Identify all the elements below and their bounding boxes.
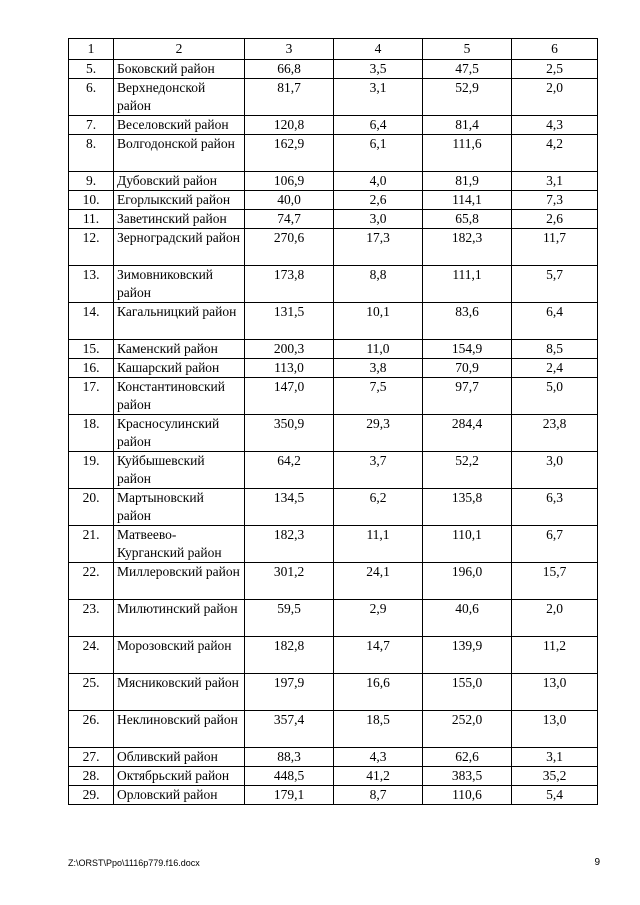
- value-col5-cell: 154,9: [423, 340, 512, 359]
- value-col3-cell: 134,5: [245, 489, 334, 526]
- row-number-cell: 26.: [69, 711, 114, 748]
- value-col3-cell: 131,5: [245, 303, 334, 340]
- value-col4-cell: 24,1: [334, 563, 423, 600]
- district-name-cell: Кашарский район: [114, 359, 245, 378]
- value-col4-cell: 29,3: [334, 415, 423, 452]
- row-number-cell: 16.: [69, 359, 114, 378]
- table-row: [69, 359, 598, 378]
- district-name-cell: Верхнедонской район: [114, 79, 245, 116]
- value-col6-cell: 11,7: [512, 229, 598, 266]
- table-row: [69, 303, 598, 340]
- table-row: [69, 489, 598, 526]
- value-col3-cell: 270,6: [245, 229, 334, 266]
- value-col5-cell: 383,5: [423, 767, 512, 786]
- value-col4-cell: 6,2: [334, 489, 423, 526]
- value-col5-cell: 97,7: [423, 378, 512, 415]
- footer-page-number: 9: [594, 857, 600, 868]
- value-col3-cell: 147,0: [245, 378, 334, 415]
- district-name-cell: Неклиновский район: [114, 711, 245, 748]
- row-number-cell: 27.: [69, 748, 114, 767]
- value-col3-cell: 59,5: [245, 600, 334, 637]
- district-name-cell: Мартыновский район: [114, 489, 245, 526]
- table-row: [69, 340, 598, 359]
- value-col6-cell: 3,1: [512, 748, 598, 767]
- column-header-3: 3: [245, 39, 334, 60]
- value-col5-cell: 139,9: [423, 637, 512, 674]
- table-row: [69, 60, 598, 79]
- value-col6-cell: 7,3: [512, 191, 598, 210]
- table-row: [69, 266, 598, 303]
- value-col3-cell: 113,0: [245, 359, 334, 378]
- district-name-cell: Матвеево-Курганский район: [114, 526, 245, 563]
- district-name-cell: Милютинский район: [114, 600, 245, 637]
- value-col6-cell: 5,4: [512, 786, 598, 805]
- table-row: [69, 674, 598, 711]
- value-col6-cell: 8,5: [512, 340, 598, 359]
- value-col3-cell: 301,2: [245, 563, 334, 600]
- value-col4-cell: 14,7: [334, 637, 423, 674]
- district-name-cell: Куйбышевский район: [114, 452, 245, 489]
- table-row: [69, 767, 598, 786]
- district-name-cell: Миллеровский район: [114, 563, 245, 600]
- table-row: [69, 786, 598, 805]
- row-number-cell: 13.: [69, 266, 114, 303]
- column-header-1: 1: [69, 39, 114, 60]
- value-col4-cell: 18,5: [334, 711, 423, 748]
- row-number-cell: 7.: [69, 116, 114, 135]
- table-row: [69, 210, 598, 229]
- value-col5-cell: 196,0: [423, 563, 512, 600]
- table-row: [69, 452, 598, 489]
- value-col5-cell: 52,2: [423, 452, 512, 489]
- district-name-cell: Обливский район: [114, 748, 245, 767]
- value-col5-cell: 252,0: [423, 711, 512, 748]
- value-col5-cell: 155,0: [423, 674, 512, 711]
- value-col5-cell: 70,9: [423, 359, 512, 378]
- value-col6-cell: 6,3: [512, 489, 598, 526]
- value-col4-cell: 8,7: [334, 786, 423, 805]
- value-col4-cell: 3,0: [334, 210, 423, 229]
- row-number-cell: 11.: [69, 210, 114, 229]
- value-col4-cell: 4,3: [334, 748, 423, 767]
- table-row: [69, 637, 598, 674]
- value-col5-cell: 83,6: [423, 303, 512, 340]
- value-col4-cell: 17,3: [334, 229, 423, 266]
- value-col3-cell: 182,3: [245, 526, 334, 563]
- district-name-cell: Морозовский район: [114, 637, 245, 674]
- column-header-5: 5: [423, 39, 512, 60]
- table-row: [69, 79, 598, 116]
- value-col4-cell: 11,1: [334, 526, 423, 563]
- value-col3-cell: 74,7: [245, 210, 334, 229]
- table-row: [69, 563, 598, 600]
- row-number-cell: 23.: [69, 600, 114, 637]
- row-number-cell: 5.: [69, 60, 114, 79]
- row-number-cell: 8.: [69, 135, 114, 172]
- value-col3-cell: 173,8: [245, 266, 334, 303]
- value-col6-cell: 23,8: [512, 415, 598, 452]
- value-col4-cell: 7,5: [334, 378, 423, 415]
- district-name-cell: Константиновский район: [114, 378, 245, 415]
- value-col4-cell: 10,1: [334, 303, 423, 340]
- row-number-cell: 20.: [69, 489, 114, 526]
- value-col6-cell: 5,0: [512, 378, 598, 415]
- value-col3-cell: 162,9: [245, 135, 334, 172]
- value-col3-cell: 197,9: [245, 674, 334, 711]
- row-number-cell: 12.: [69, 229, 114, 266]
- value-col6-cell: 4,3: [512, 116, 598, 135]
- district-name-cell: Красносулинский район: [114, 415, 245, 452]
- value-col5-cell: 284,4: [423, 415, 512, 452]
- value-col6-cell: 2,0: [512, 79, 598, 116]
- value-col6-cell: 5,7: [512, 266, 598, 303]
- value-col3-cell: 120,8: [245, 116, 334, 135]
- row-number-cell: 29.: [69, 786, 114, 805]
- table-header-row: [69, 39, 598, 60]
- value-col3-cell: 200,3: [245, 340, 334, 359]
- row-number-cell: 14.: [69, 303, 114, 340]
- value-col4-cell: 2,9: [334, 600, 423, 637]
- value-col3-cell: 179,1: [245, 786, 334, 805]
- table-row: [69, 526, 598, 563]
- district-name-cell: Кагальницкий район: [114, 303, 245, 340]
- row-number-cell: 25.: [69, 674, 114, 711]
- value-col6-cell: 4,2: [512, 135, 598, 172]
- table-row: [69, 191, 598, 210]
- district-name-cell: Мясниковский район: [114, 674, 245, 711]
- value-col5-cell: 182,3: [423, 229, 512, 266]
- value-col5-cell: 81,4: [423, 116, 512, 135]
- district-name-cell: Заветинский район: [114, 210, 245, 229]
- table-row: [69, 116, 598, 135]
- value-col6-cell: 13,0: [512, 711, 598, 748]
- district-name-cell: Зимовниковский район: [114, 266, 245, 303]
- table-body: [69, 60, 598, 805]
- row-number-cell: 15.: [69, 340, 114, 359]
- data-table: [68, 38, 598, 805]
- value-col6-cell: 2,5: [512, 60, 598, 79]
- row-number-cell: 6.: [69, 79, 114, 116]
- value-col4-cell: 16,6: [334, 674, 423, 711]
- row-number-cell: 22.: [69, 563, 114, 600]
- table-row: [69, 415, 598, 452]
- value-col5-cell: 47,5: [423, 60, 512, 79]
- value-col4-cell: 3,5: [334, 60, 423, 79]
- value-col5-cell: 111,1: [423, 266, 512, 303]
- value-col4-cell: 4,0: [334, 172, 423, 191]
- footer-file-path: Z:\ORST\Ppo\1116p779.f16.docx: [68, 858, 200, 868]
- value-col6-cell: 2,0: [512, 600, 598, 637]
- value-col6-cell: 11,2: [512, 637, 598, 674]
- column-header-6: 6: [512, 39, 598, 60]
- row-number-cell: 21.: [69, 526, 114, 563]
- table-row: [69, 711, 598, 748]
- value-col5-cell: 135,8: [423, 489, 512, 526]
- value-col6-cell: 15,7: [512, 563, 598, 600]
- value-col5-cell: 40,6: [423, 600, 512, 637]
- value-col4-cell: 41,2: [334, 767, 423, 786]
- value-col5-cell: 81,9: [423, 172, 512, 191]
- table-row: [69, 135, 598, 172]
- district-name-cell: Октябрьский район: [114, 767, 245, 786]
- row-number-cell: 17.: [69, 378, 114, 415]
- value-col6-cell: 6,4: [512, 303, 598, 340]
- value-col6-cell: 2,6: [512, 210, 598, 229]
- value-col5-cell: 110,6: [423, 786, 512, 805]
- value-col4-cell: 8,8: [334, 266, 423, 303]
- value-col5-cell: 114,1: [423, 191, 512, 210]
- value-col3-cell: 106,9: [245, 172, 334, 191]
- value-col3-cell: 66,8: [245, 60, 334, 79]
- row-number-cell: 28.: [69, 767, 114, 786]
- district-name-cell: Дубовский район: [114, 172, 245, 191]
- value-col5-cell: 110,1: [423, 526, 512, 563]
- value-col5-cell: 62,6: [423, 748, 512, 767]
- value-col6-cell: 2,4: [512, 359, 598, 378]
- value-col3-cell: 357,4: [245, 711, 334, 748]
- column-header-2: 2: [114, 39, 245, 60]
- value-col3-cell: 182,8: [245, 637, 334, 674]
- value-col6-cell: 13,0: [512, 674, 598, 711]
- value-col4-cell: 6,1: [334, 135, 423, 172]
- value-col6-cell: 3,1: [512, 172, 598, 191]
- district-name-cell: Боковский район: [114, 60, 245, 79]
- table-row: [69, 378, 598, 415]
- table-row: [69, 600, 598, 637]
- value-col4-cell: 3,1: [334, 79, 423, 116]
- value-col6-cell: 6,7: [512, 526, 598, 563]
- row-number-cell: 19.: [69, 452, 114, 489]
- value-col4-cell: 3,8: [334, 359, 423, 378]
- row-number-cell: 18.: [69, 415, 114, 452]
- district-name-cell: Волгодонской район: [114, 135, 245, 172]
- value-col4-cell: 11,0: [334, 340, 423, 359]
- row-number-cell: 10.: [69, 191, 114, 210]
- district-name-cell: Веселовский район: [114, 116, 245, 135]
- value-col3-cell: 40,0: [245, 191, 334, 210]
- value-col5-cell: 65,8: [423, 210, 512, 229]
- value-col3-cell: 64,2: [245, 452, 334, 489]
- district-name-cell: Егорлыкский район: [114, 191, 245, 210]
- value-col5-cell: 111,6: [423, 135, 512, 172]
- row-number-cell: 9.: [69, 172, 114, 191]
- value-col6-cell: 3,0: [512, 452, 598, 489]
- table-row: [69, 172, 598, 191]
- district-name-cell: Орловский район: [114, 786, 245, 805]
- table-row: [69, 748, 598, 767]
- value-col3-cell: 448,5: [245, 767, 334, 786]
- value-col5-cell: 52,9: [423, 79, 512, 116]
- value-col3-cell: 88,3: [245, 748, 334, 767]
- value-col3-cell: 350,9: [245, 415, 334, 452]
- value-col4-cell: 3,7: [334, 452, 423, 489]
- value-col6-cell: 35,2: [512, 767, 598, 786]
- table-row: [69, 229, 598, 266]
- value-col3-cell: 81,7: [245, 79, 334, 116]
- column-header-4: 4: [334, 39, 423, 60]
- value-col4-cell: 2,6: [334, 191, 423, 210]
- value-col4-cell: 6,4: [334, 116, 423, 135]
- district-name-cell: Зерноградский район: [114, 229, 245, 266]
- district-name-cell: Каменский район: [114, 340, 245, 359]
- row-number-cell: 24.: [69, 637, 114, 674]
